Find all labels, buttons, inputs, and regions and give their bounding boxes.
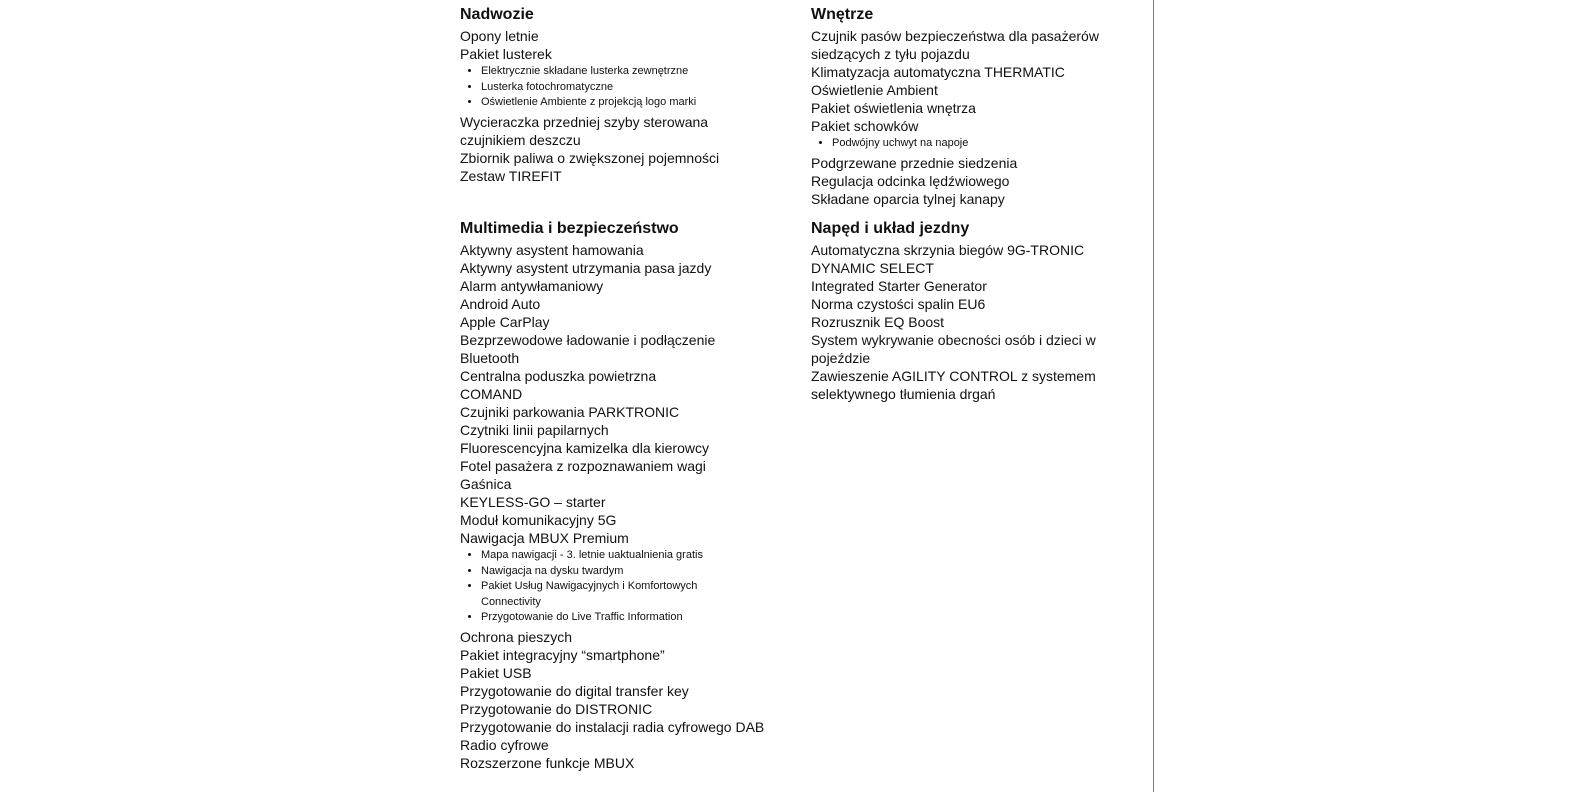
feature-item: Integrated Starter Generator — [811, 278, 987, 294]
feature-item: Aktywny asystent hamowania — [460, 242, 644, 258]
feature-item: Regulacja odcinka lędźwiowego — [811, 172, 1010, 189]
feature-item: Rozszerzone funkcje MBUX — [460, 754, 635, 771]
feature-item: Przygotowanie do digital transfer key — [460, 682, 689, 699]
feature-item: Fluorescencyjna kamizelka dla kierowcy — [460, 440, 709, 456]
feature-item: Radio cyfrowe — [460, 736, 549, 753]
sub-feature-list — [460, 548, 741, 626]
feature-item: Android Auto — [460, 296, 541, 312]
feature-item: DYNAMIC SELECT — [811, 260, 934, 276]
feature-item: Czytniki linii papilarnych — [460, 422, 609, 438]
section-title: Multimedia i bezpieczeństwo — [460, 220, 679, 237]
feature-item: Opony letnie — [460, 28, 539, 44]
feature-item: Czujnik pasów bezpieczeństwa dla pasażerów siedzących z tyłu pojazdu — [811, 28, 1099, 62]
sub-feature-item: • Nawigacja na dysku twardym — [481, 564, 741, 580]
feature-item: COMAND — [460, 386, 523, 402]
feature-item: Automatyczna skrzynia biegów 9G-TRONIC — [811, 242, 1085, 258]
feature-item: Gaśnica — [460, 476, 512, 492]
feature-item: Centralna poduszka powietrzna — [460, 368, 657, 384]
page-border-line — [1153, 0, 1154, 792]
section-naped — [811, 219, 1151, 403]
sub-feature-item: • Podwójny uchwyt na napoje — [832, 136, 1151, 152]
sub-feature-item: • Oświetlenie Ambiente z projekcją logo marki — [481, 95, 800, 111]
feature-item: Moduł komunikacyjny 5G — [460, 512, 617, 528]
feature-item: Pakiet oświetlenia wnętrza — [811, 100, 976, 116]
feature-item: Zawieszenie AGILITY CONTROL z systemem selektywnego tłumienia drgań — [811, 368, 1096, 402]
feature-item: System wykrywanie obecności osób i dzieci w pojeździe — [811, 332, 1096, 366]
sub-feature-list — [811, 136, 1151, 152]
feature-item: Czujniki parkowania PARKTRONIC — [460, 404, 680, 420]
section-nadwozie — [460, 5, 800, 185]
sub-feature-list — [460, 64, 800, 111]
feature-item: Bezprzewodowe ładowanie i podłączenie Bluetooth — [460, 332, 716, 366]
sub-feature-item: • Mapa nawigacji - 3. letnie uaktualnienia gratis — [481, 548, 741, 564]
section-title: Nadwozie — [460, 6, 534, 23]
feature-item: Podgrzewane przednie siedzenia — [811, 154, 1018, 171]
feature-item: Przygotowanie do DISTRONIC — [460, 700, 653, 717]
feature-item: Pakiet schowków — [811, 118, 919, 134]
feature-item: Wycieraczka przedniej szyby sterowana czujnikiem deszczu — [460, 113, 709, 148]
feature-item: Zestaw TIREFIT — [460, 167, 562, 184]
feature-item: Norma czystości spalin EU6 — [811, 296, 986, 312]
section-title: Napęd i układ jezdny — [811, 220, 970, 237]
feature-item: Alarm antywłamaniowy — [460, 278, 604, 294]
section-multimedia — [460, 219, 800, 772]
feature-item: Apple CarPlay — [460, 314, 550, 330]
feature-item: Rozrusznik EQ Boost — [811, 314, 945, 330]
section-title: Wnętrze — [811, 6, 874, 23]
feature-item: Zbiornik paliwa o zwiększonej pojemności — [460, 149, 720, 166]
feature-item: Nawigacja MBUX Premium — [460, 530, 629, 546]
feature-item: Przygotowanie do instalacji radia cyfrowego DAB — [460, 718, 765, 735]
feature-item: Pakiet integracyjny “smartphone” — [460, 646, 665, 663]
feature-item: Składane oparcia tylnej kanapy — [811, 190, 1005, 207]
feature-item: Oświetlenie Ambient — [811, 82, 938, 98]
feature-item: Klimatyzacja automatyczna THERMATIC — [811, 64, 1065, 80]
sub-feature-item: • Elektrycznie składane lusterka zewnętrzne — [481, 64, 800, 80]
sub-feature-item: • Lusterka fotochromatyczne — [481, 80, 800, 96]
feature-item: KEYLESS-GO – starter — [460, 494, 606, 510]
sub-feature-item: • Pakiet Usług Nawigacyjnych i Komfortowych Connectivity — [481, 579, 741, 610]
sub-feature-item: • Przygotowanie do Live Traffic Information — [481, 610, 741, 626]
section-wnetrze — [811, 5, 1151, 208]
feature-item: Pakiet lusterek — [460, 46, 552, 62]
feature-item: Pakiet USB — [460, 664, 532, 681]
feature-item: Fotel pasażera z rozpoznawaniem wagi — [460, 458, 706, 474]
feature-item: Ochrona pieszych — [460, 628, 573, 645]
feature-item: Aktywny asystent utrzymania pasa jazdy — [460, 260, 712, 276]
